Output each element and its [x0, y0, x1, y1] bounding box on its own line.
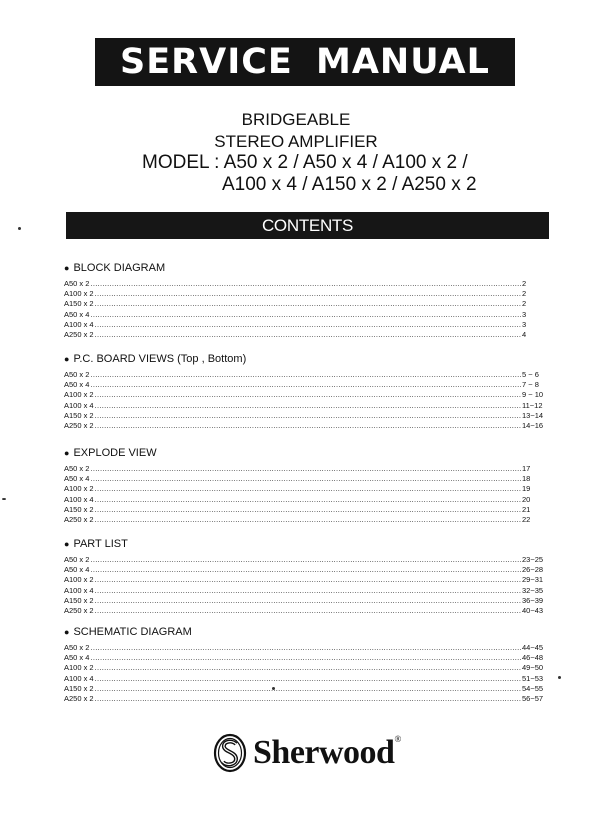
bullet-icon: ● — [64, 539, 70, 549]
model-list-line2: A100 x 4 / A150 x 2 / A250 x 2 — [222, 174, 477, 195]
entry-model: A50 x 2 — [64, 370, 90, 379]
contents-entry — [64, 663, 550, 673]
contents-label: CONTENTS — [261, 215, 354, 235]
contents-entry — [64, 330, 550, 340]
dot-leader — [95, 320, 521, 330]
dot-leader — [90, 643, 521, 653]
section-title-text: BLOCK DIAGRAM — [73, 262, 166, 274]
contents-entry — [64, 586, 550, 596]
dot-leader — [95, 299, 521, 309]
brand-name: Sherwood® — [253, 734, 401, 771]
section-title-text: EXPLODE VIEW — [73, 447, 157, 459]
dot-leader — [90, 464, 521, 474]
entry-page: 26~28 — [522, 565, 544, 575]
dot-leader — [95, 674, 521, 684]
contents-entry — [64, 684, 550, 694]
contents-entry — [64, 495, 550, 505]
product-type-line2: STEREO AMPLIFIER — [214, 132, 378, 151]
entry-page: 19 — [522, 484, 531, 494]
entry-model: A50 x 4 — [64, 474, 90, 484]
entry-model: A50 x 2 — [64, 555, 90, 564]
section-title-text: P.C. BOARD VIEWS (Top , Bottom) — [73, 353, 247, 365]
contents-entry — [64, 474, 550, 484]
entry-model: A100 x 4 — [64, 673, 94, 683]
entry-page: 2 — [522, 279, 527, 288]
dot-leader — [95, 330, 521, 340]
entry-page: 40~43 — [522, 605, 544, 615]
contents-entry — [64, 401, 550, 411]
entry-model: A100 x 2 — [64, 575, 94, 585]
bullet-icon: ● — [64, 263, 70, 273]
dot-leader — [95, 684, 521, 694]
entry-model: A50 x 4 — [64, 653, 90, 663]
registered-mark: ® — [394, 734, 401, 744]
dot-leader — [95, 606, 521, 616]
entry-model: A50 x 2 — [64, 279, 90, 288]
entry-page: 3 — [522, 319, 527, 329]
entry-model: A250 x 2 — [64, 420, 94, 430]
dot-leader — [95, 390, 521, 400]
contents-entry — [64, 380, 550, 390]
dot-leader — [95, 575, 521, 585]
entry-model: A100 x 2 — [64, 289, 94, 299]
contents-entry — [64, 515, 550, 525]
contents-entry — [64, 694, 550, 704]
bullet-icon: ● — [64, 354, 70, 364]
contents-entry — [64, 484, 550, 494]
section-title — [64, 261, 550, 276]
entry-page: 4 — [522, 329, 527, 339]
entry-model: A50 x 4 — [64, 380, 90, 390]
entry-model: A100 x 2 — [64, 390, 94, 400]
entry-page: 51~53 — [522, 673, 544, 683]
entry-model: A250 x 2 — [64, 514, 94, 524]
entry-model: A150 x 2 — [64, 683, 94, 693]
entry-page: 9 ~ 10 — [522, 390, 544, 400]
dot-leader — [95, 515, 521, 525]
entry-model: A250 x 2 — [64, 605, 94, 615]
scan-speck — [558, 676, 561, 679]
entry-page: 49~50 — [522, 663, 544, 673]
brand-logo — [213, 733, 401, 773]
section-title-text: PART LIST — [73, 538, 128, 550]
dot-leader — [95, 411, 521, 421]
contents-entry — [64, 411, 550, 421]
contents-section — [64, 446, 550, 525]
entry-page: 21 — [522, 504, 531, 514]
section-title-text: SCHEMATIC DIAGRAM — [73, 626, 192, 638]
entry-page: 13~14 — [522, 410, 544, 420]
dot-leader — [95, 289, 521, 299]
entry-page: 22 — [522, 514, 531, 524]
dot-leader — [90, 565, 521, 575]
bullet-icon: ● — [64, 448, 70, 458]
contents-entry — [64, 310, 550, 320]
contents-heading — [66, 212, 549, 239]
entry-page: 2 — [522, 289, 527, 299]
dot-leader — [95, 586, 521, 596]
contents-entry — [64, 464, 550, 474]
contents-section — [64, 352, 550, 431]
section-title — [64, 625, 550, 640]
entry-page: 56~57 — [522, 693, 544, 703]
contents-section — [64, 261, 550, 340]
dot-leader — [90, 370, 521, 380]
entry-model: A100 x 4 — [64, 319, 94, 329]
entry-page: 32~35 — [522, 585, 544, 595]
product-type-line1: BRIDGEABLE — [241, 110, 351, 129]
contents-section — [64, 537, 550, 616]
entry-model: A100 x 4 — [64, 400, 94, 410]
contents-entry — [64, 299, 550, 309]
scan-speck — [2, 498, 6, 500]
contents-entry — [64, 643, 550, 653]
section-title — [64, 537, 550, 552]
contents-entry — [64, 289, 550, 299]
entry-model: A150 x 2 — [64, 299, 94, 309]
section-title — [64, 352, 550, 367]
contents-entry — [64, 565, 550, 575]
entry-page: 20 — [522, 494, 531, 504]
dot-leader — [95, 401, 521, 411]
manual-title: SERVICE MANUAL — [120, 42, 490, 82]
dot-leader — [90, 653, 521, 663]
entry-page: 17 — [522, 464, 531, 473]
contents-entry — [64, 279, 550, 289]
entry-model: A100 x 4 — [64, 585, 94, 595]
dot-leader — [90, 474, 521, 484]
dot-leader — [90, 555, 521, 565]
dot-leader — [95, 421, 521, 431]
contents-entry — [64, 505, 550, 515]
dot-leader — [95, 694, 521, 704]
entry-model: A250 x 2 — [64, 693, 94, 703]
scan-speck — [18, 227, 21, 230]
entry-model: A150 x 2 — [64, 504, 94, 514]
entry-model: A100 x 4 — [64, 494, 94, 504]
entry-page: 5 ~ 6 — [522, 370, 539, 379]
contents-entry — [64, 606, 550, 616]
entry-page: 36~39 — [522, 595, 544, 605]
entry-page: 18 — [522, 474, 531, 484]
contents-entry — [64, 370, 550, 380]
dot-leader — [95, 663, 521, 673]
contents-entry — [64, 674, 550, 684]
contents-entry — [64, 555, 550, 565]
contents-entry — [64, 421, 550, 431]
entry-page: 54~55 — [522, 683, 544, 693]
entry-page: 23~25 — [522, 555, 544, 564]
dot-leader — [90, 310, 521, 320]
entry-model: A50 x 4 — [64, 565, 90, 575]
entry-page: 44~45 — [522, 643, 544, 652]
entry-model: A50 x 2 — [64, 643, 90, 652]
contents-entry — [64, 320, 550, 330]
entry-model: A150 x 2 — [64, 595, 94, 605]
dot-leader — [95, 596, 521, 606]
entry-page: 14~16 — [522, 420, 544, 430]
contents-entry — [64, 596, 550, 606]
model-list-line1: MODEL : A50 x 2 / A50 x 4 / A100 x 2 / — [142, 152, 468, 173]
entry-page: 11~12 — [522, 400, 543, 410]
scan-speck — [272, 687, 275, 690]
section-title — [64, 446, 550, 461]
dot-leader — [95, 495, 521, 505]
entry-page: 29~31 — [522, 575, 544, 585]
service-manual-banner — [95, 38, 515, 86]
dot-leader — [90, 279, 521, 289]
entry-page: 46~48 — [522, 653, 544, 663]
contents-entry — [64, 390, 550, 400]
entry-page: 7 ~ 8 — [522, 380, 539, 390]
entry-model: A50 x 2 — [64, 464, 90, 473]
dot-leader — [90, 380, 521, 390]
bullet-icon: ● — [64, 627, 70, 637]
entry-model: A250 x 2 — [64, 329, 94, 339]
dot-leader — [95, 484, 521, 494]
entry-model: A50 x 4 — [64, 309, 90, 319]
entry-page: 2 — [522, 299, 527, 309]
entry-model: A100 x 2 — [64, 484, 94, 494]
dot-leader — [95, 505, 521, 515]
contents-entry — [64, 575, 550, 585]
contents-entry — [64, 653, 550, 663]
sherwood-s-emblem-icon — [213, 733, 247, 773]
entry-page: 3 — [522, 309, 527, 319]
entry-model: A150 x 2 — [64, 410, 94, 420]
entry-model: A100 x 2 — [64, 663, 94, 673]
contents-section — [64, 625, 550, 704]
